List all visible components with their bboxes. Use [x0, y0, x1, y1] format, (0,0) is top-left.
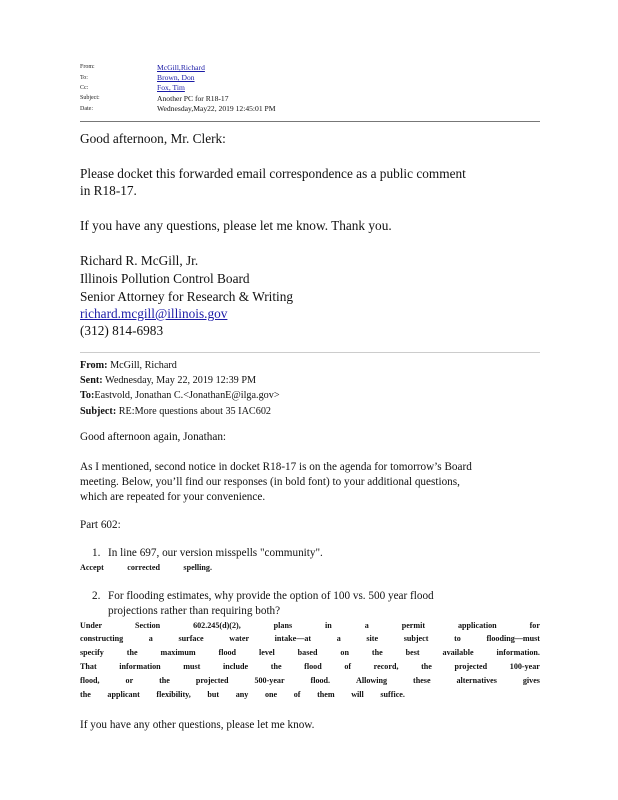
fwd-from-value: McGill, Richard — [110, 360, 177, 371]
header-to-row — [80, 72, 540, 82]
header-date-row — [80, 104, 540, 114]
item2-question-line2: projections rather than requiring both? — [108, 605, 281, 617]
item2-answer-word: or — [125, 676, 134, 685]
header-divider — [80, 121, 540, 122]
item1-answer-word: spelling. — [183, 563, 212, 572]
item2-answer-word: a — [148, 634, 153, 643]
fwd-from-label: From: — [80, 360, 108, 371]
fwd-closing: If you have any other questions, please let me know. — [80, 719, 315, 731]
fwd-para1-line3: which are repeated for your convenience. — [80, 491, 266, 503]
item2-question-line1: For flooding estimates, why provide the option of 100 vs. 500 year flood — [108, 590, 434, 602]
item2-answer-word: flood. — [310, 676, 331, 685]
body-para1-line1: Please docket this forwarded email correspondence as a public comment — [80, 166, 466, 181]
fwd-to-value: Eastvold, Jonathan C.<JonathanE@ilga.gov> — [94, 390, 280, 402]
body-para2: If you have any questions, please let me know. Thank you. — [80, 218, 392, 233]
item2-answer-word: subject — [403, 634, 429, 643]
item2-answer-word: flood — [304, 662, 322, 671]
item2-answer-word: suffice. — [380, 690, 405, 699]
item2-answer-word: based — [297, 648, 318, 657]
item1-answer-word: corrected — [127, 563, 160, 572]
item2-answer-line — [80, 661, 540, 672]
subject-value: Another PC for R18-17 — [157, 93, 229, 103]
item1-answer — [80, 562, 212, 573]
fwd-subject-value: RE:More questions about 35 IAC602 — [118, 405, 272, 417]
item2-answer-word: on — [340, 648, 349, 657]
forward-divider — [80, 352, 540, 353]
cc-value-link[interactable]: Fox, Tim — [157, 83, 185, 93]
date-value: Wednesday,May22, 2019 12:45:01 PM — [157, 104, 276, 114]
fwd-sent-value: Wednesday, May 22, 2019 12:39 PM — [105, 375, 257, 387]
signature-name: Richard R. McGill, Jr. — [80, 253, 199, 268]
item2-answer-word: any — [235, 690, 249, 699]
item2-answer-word: flood — [218, 648, 237, 657]
item2-answer-word: gives — [522, 676, 540, 685]
item2-answer-word: the — [80, 690, 91, 699]
item2-answer-word: these — [413, 676, 431, 685]
item2-answer-word: Under — [80, 621, 103, 630]
item2-answer-word: applicant — [107, 690, 140, 699]
item2-answer-word: That — [80, 662, 97, 671]
item2-answer-word: best — [405, 648, 420, 657]
greeting: Good afternoon, Mr. Clerk: — [80, 131, 226, 146]
item2-answer-word: available — [442, 648, 474, 657]
item2-answer-word: will — [351, 690, 364, 699]
item2-answer-word: water — [229, 634, 250, 643]
subject-label: Subject: — [80, 95, 100, 102]
item2-answer-word: plans — [273, 621, 293, 630]
item2-answer-word: intake—at — [274, 634, 312, 643]
item1-number: 1. — [92, 547, 101, 559]
fwd-to-label: To: — [80, 390, 95, 402]
item2-answer-word: flooding—must — [486, 634, 540, 643]
item2-answer-word: in — [325, 621, 332, 630]
fwd-subject-label: Subject: — [80, 405, 117, 417]
item2-answer-line — [80, 647, 540, 658]
item2-answer-word: one — [264, 690, 278, 699]
item2-answer-word: a — [336, 634, 341, 643]
item2-answer-word: flexibility, — [156, 690, 191, 699]
signature-phone: (312) 814-6983 — [80, 323, 164, 338]
item2-answer-word: projected — [454, 662, 488, 671]
signature-email-link[interactable]: richard.mcgill@illinois.gov — [80, 306, 228, 321]
item2-answer-word: Allowing — [356, 676, 388, 685]
item2-number: 2. — [92, 590, 101, 602]
item1-question: In line 697, our version misspells "community". — [108, 547, 323, 559]
item2-answer-word: specify — [80, 648, 104, 657]
item2-answer-word: must — [183, 662, 201, 671]
item2-answer-word: 602.245(d)(2), — [193, 621, 241, 630]
body-para1-line2: in R18-17. — [80, 183, 137, 198]
fwd-para1-line1: As I mentioned, second notice in docket R18-17 is on the agenda for tomorrow’s Board — [80, 461, 472, 473]
item2-answer-word: of — [293, 690, 301, 699]
header-from-row — [80, 62, 540, 72]
item2-answer-word: application — [458, 621, 497, 630]
item2-answer-line — [80, 620, 540, 631]
item2-answer-line — [80, 633, 540, 644]
item1-answer-word: Accept — [80, 563, 104, 572]
fwd-greeting: Good afternoon again, Jonathan: — [80, 431, 227, 443]
date-label: Date: — [80, 105, 93, 112]
item2-answer-word: permit — [401, 621, 426, 630]
item2-answer-line — [80, 689, 405, 700]
to-value-link[interactable]: Brown, Don — [157, 73, 195, 83]
item2-answer-word: constructing — [80, 634, 124, 643]
item2-answer-word: the — [159, 676, 170, 685]
item2-answer-word: record, — [373, 662, 399, 671]
item2-answer-word: include — [222, 662, 249, 671]
item2-answer-word: 500-year — [254, 676, 285, 685]
item2-answer-word: alternatives — [456, 676, 497, 685]
item2-answer-word: Section — [134, 621, 161, 630]
item2-answer-word: the — [421, 662, 432, 671]
item2-answer-word: projected — [195, 676, 229, 685]
item2-answer-word: flood, — [80, 676, 100, 685]
item2-answer-word: surface — [178, 634, 204, 643]
part-heading: Part 602: — [80, 519, 121, 531]
item2-answer-word: maximum — [160, 648, 196, 657]
item2-answer-word: level — [259, 648, 275, 657]
to-label: To: — [80, 74, 88, 81]
item2-answer-word: for — [529, 621, 540, 630]
fwd-sent-label: Sent: — [80, 375, 103, 387]
item2-answer-word: them — [317, 690, 335, 699]
item2-answer-word: information. — [496, 648, 540, 657]
email-header — [80, 62, 540, 114]
item2-answer-word: the — [126, 648, 138, 657]
signature-title: Senior Attorney for Research & Writing — [80, 289, 294, 304]
forwarded-header — [80, 358, 280, 419]
item2-answer-word: the — [270, 662, 282, 671]
cc-label: Cc: — [80, 84, 89, 91]
fwd-to-row — [80, 388, 280, 403]
fwd-sent-row — [80, 373, 280, 388]
item2-answer-word: a — [364, 621, 369, 630]
fwd-para1-line2: meeting. Below, you’ll find our responses (in bold font) to your additional questions, — [80, 476, 460, 488]
item2-answer-word: to — [454, 634, 461, 643]
header-cc-row — [80, 83, 540, 93]
item2-answer-word: of — [344, 662, 352, 671]
header-subject-row — [80, 93, 540, 103]
item2-answer-word: site — [366, 634, 379, 643]
from-label: From: — [80, 64, 95, 71]
item2-answer-line — [80, 675, 540, 686]
fwd-subject-row — [80, 404, 280, 419]
item2-answer-word: the — [371, 648, 383, 657]
item2-answer-word: information — [119, 662, 161, 671]
signature-org: Illinois Pollution Control Board — [80, 271, 250, 286]
item2-answer-word: but — [207, 690, 220, 699]
item2-answer-word: 100-year — [509, 662, 540, 671]
from-value-link[interactable]: McGill,Richard — [157, 62, 205, 72]
fwd-from-row — [80, 358, 280, 373]
